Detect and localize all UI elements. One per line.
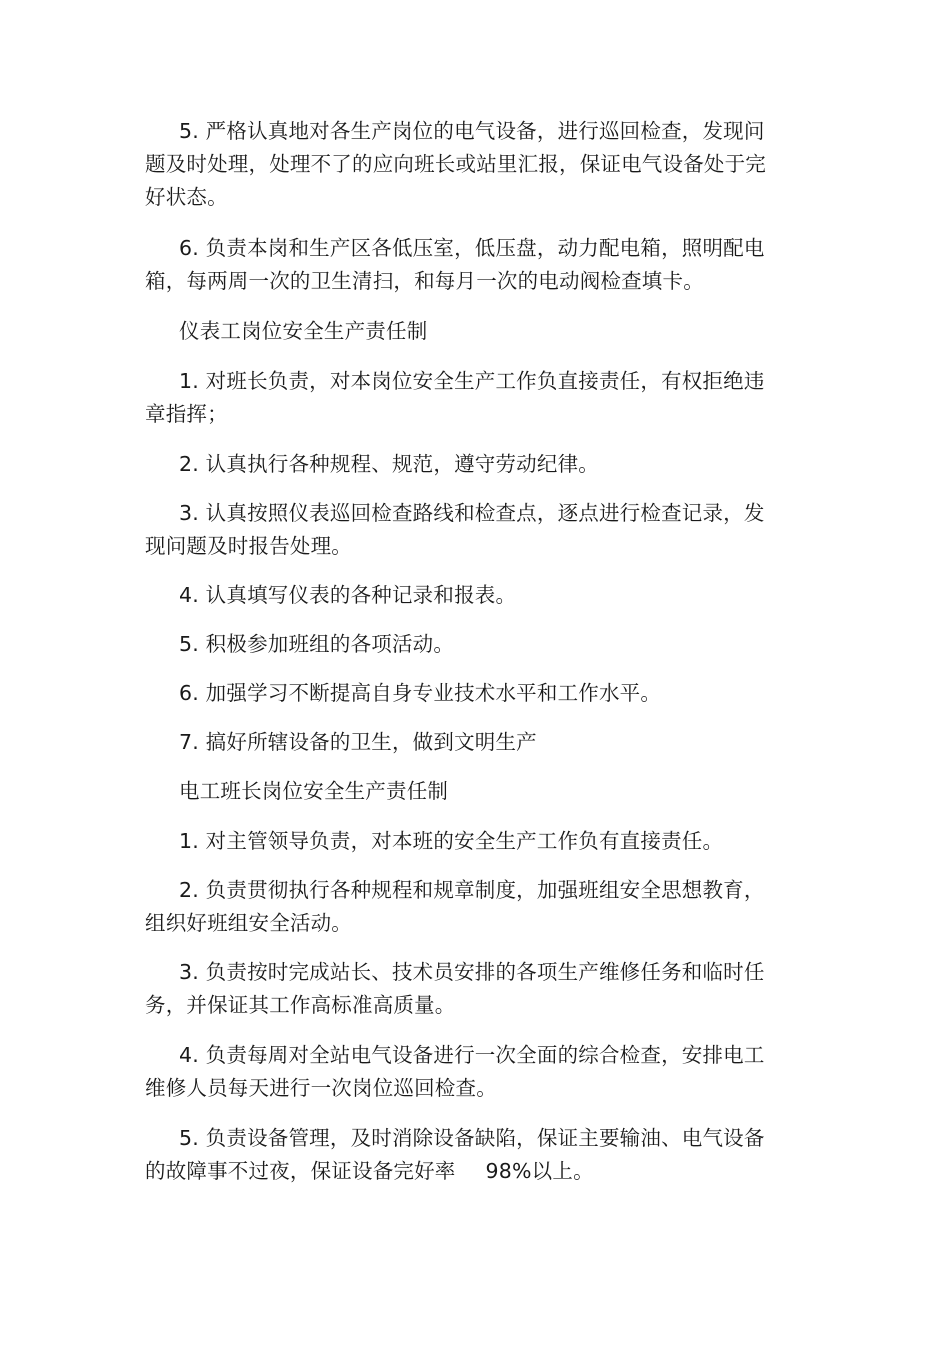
availability-rate-value: 98%	[485, 1159, 532, 1183]
paragraph-leader-item-5-tail: 以上。	[531, 1159, 594, 1183]
paragraph-instrument-item-4: 4. 认真填写仪表的各种记录和报表。	[179, 583, 517, 607]
section-heading-instrument-worker: 仪表工岗位安全生产责任制	[179, 319, 428, 343]
paragraph-leader-item-1: 1. 对主管领导负责，对本班的安全生产工作负有直接责任。	[179, 829, 724, 853]
paragraph-leader-item-3: 3. 负责按时完成站长、技术员安排的各项生产维修任务和临时任务，并保证其工作高标准高质量。	[145, 960, 765, 1017]
paragraph-leader-item-4: 4. 负责每周对全站电气设备进行一次全面的综合检查，安排电工维修人员每天进行一次岗位巡回检查。	[145, 1043, 765, 1100]
paragraph-electrician-item-5: 5. 严格认真地对各生产岗位的电气设备，进行巡回检查，发现问题及时处理，处理不了的应向班长或站里汇报，保证电气设备处于完好状态。	[145, 119, 766, 209]
paragraph-instrument-item-1: 1. 对班长负责，对本岗位安全生产工作负直接责任，有权拒绝违章指挥；	[145, 369, 765, 426]
paragraph-instrument-item-2: 2. 认真执行各种规程、规范，遵守劳动纪律。	[179, 452, 599, 476]
paragraph-leader-item-5	[145, 1122, 770, 1188]
paragraph-electrician-item-6: 6. 负责本岗和生产区各低压室，低压盘，动力配电箱，照明配电箱，每两周一次的卫生清扫，和每月一次的电动阀检查填卡。	[145, 236, 765, 293]
paragraph-instrument-item-3: 3. 认真按照仪表巡回检查路线和检查点，逐点进行检查记录，发现问题及时报告处理。	[145, 501, 765, 558]
paragraph-instrument-item-6: 6. 加强学习不断提高自身专业技术水平和工作水平。	[179, 681, 662, 705]
section-heading-electrician-leader: 电工班长岗位安全生产责任制	[179, 779, 449, 803]
paragraph-instrument-item-5: 5. 积极参加班组的各项活动。	[179, 632, 455, 656]
paragraph-leader-item-5-text: 5. 负责设备管理，及时消除设备缺陷，保证主要输油、电气设备的故障事不过夜，保证设备完好率	[145, 1126, 765, 1183]
paragraph-leader-item-2: 2. 负责贯彻执行各种规程和规章制度，加强班组安全思想教育，组织好班组安全活动。	[145, 878, 765, 935]
paragraph-instrument-item-7: 7. 搞好所辖设备的卫生，做到文明生产	[179, 730, 537, 754]
